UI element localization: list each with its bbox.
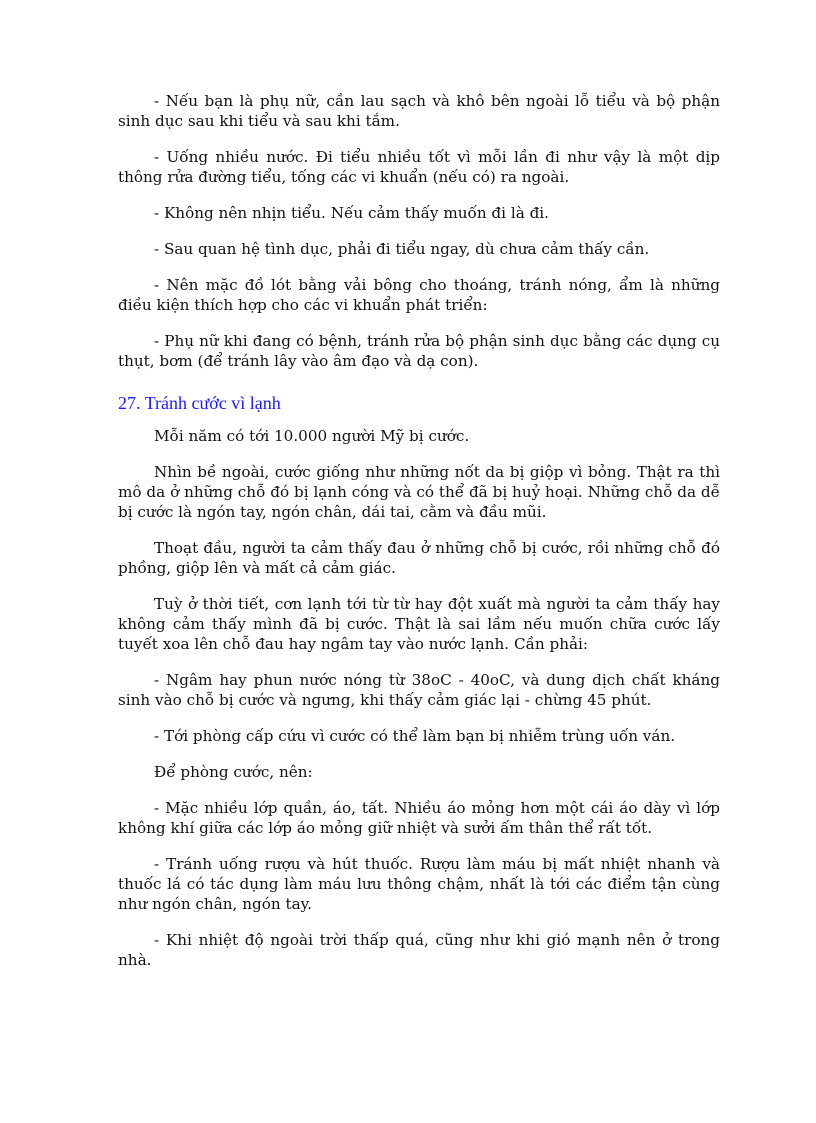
document-page	[118, 91, 720, 986]
paragraph: - Uống nhiều nước. Đi tiểu nhiều tốt vì mỗi lần đi như vậy là một dịp thông rửa đường tiểu, tống các vi khuẩn (nếu có) ra ngoài.	[118, 148, 720, 186]
paragraph: Nhìn bề ngoài, cước giống như những nốt da bị giộp vì bỏng. Thật ra thì mô da ở những chỗ đó bị lạnh cóng và có thể đã bị huỷ hoại. Những chỗ da dễ bị cước là ngón tay, ngón chân, dái tai, cằm và đầu mũi.	[118, 463, 720, 521]
paragraph: - Mặc nhiều lớp quần, áo, tất. Nhiều áo mỏng hơn một cái áo dày vì lớp không khí giữa các lớp áo mỏng giữ nhiệt và sưởi ấm thân thể rất tốt.	[118, 799, 720, 837]
paragraph: - Nên mặc đồ lót bằng vải bông cho thoáng, tránh nóng, ẩm là những điều kiện thích hợp cho các vi khuẩn phát triển:	[118, 276, 720, 314]
paragraph: - Khi nhiệt độ ngoài trời thấp quá, cũng như khi gió mạnh nên ở trong nhà.	[118, 931, 720, 969]
paragraph: Tuỳ ở thời tiết, cơn lạnh tới từ từ hay đột xuất mà người ta cảm thấy hay không cảm thấy mình đã bị cước. Thật là sai lầm nếu muốn chữa cước lấy tuyết xoa lên chỗ đau hay ngâm tay vào nước lạnh. Cần phải:	[118, 595, 720, 653]
paragraph: - Phụ nữ khi đang có bệnh, tránh rửa bộ phận sinh dục bằng các dụng cụ thụt, bơm (để tránh lây vào âm đạo và dạ con).	[118, 332, 720, 370]
paragraph: - Ngâm hay phun nước nóng từ 38oC - 40oC, và dung dịch chất kháng sinh vào chỗ bị cước và ngưng, khi thấy cảm giác lại - chừng 45 phút.	[118, 671, 720, 709]
paragraph: Thoạt đầu, người ta cảm thấy đau ở những chỗ bị cước, rồi những chỗ đó phồng, giộp lên và mất cả cảm giác.	[118, 539, 720, 577]
paragraph: - Nếu bạn là phụ nữ, cần lau sạch và khô bên ngoài lỗ tiểu và bộ phận sinh dục sau khi tiểu và sau khi tắm.	[118, 92, 720, 130]
paragraph: Để phòng cước, nên:	[154, 763, 313, 781]
paragraph: - Tránh uống rượu và hút thuốc. Rượu làm máu bị mất nhiệt nhanh và thuốc lá có tác dụng làm máu lưu thông chậm, nhất là tới các điểm tận cùng như ngón chân, ngón tay.	[118, 855, 720, 913]
paragraph: - Không nên nhịn tiểu. Nếu cảm thấy muốn đi là đi.	[154, 204, 549, 222]
paragraph: - Tới phòng cấp cứu vì cước có thể làm bạn bị nhiễm trùng uốn ván.	[154, 727, 676, 745]
paragraph: Mỗi năm có tới 10.000 người Mỹ bị cước.	[154, 427, 470, 445]
section-heading: 27. Tránh cước vì lạnh	[118, 393, 281, 413]
paragraph: - Sau quan hệ tình dục, phải đi tiểu ngay, dù chưa cảm thấy cần.	[154, 240, 650, 258]
